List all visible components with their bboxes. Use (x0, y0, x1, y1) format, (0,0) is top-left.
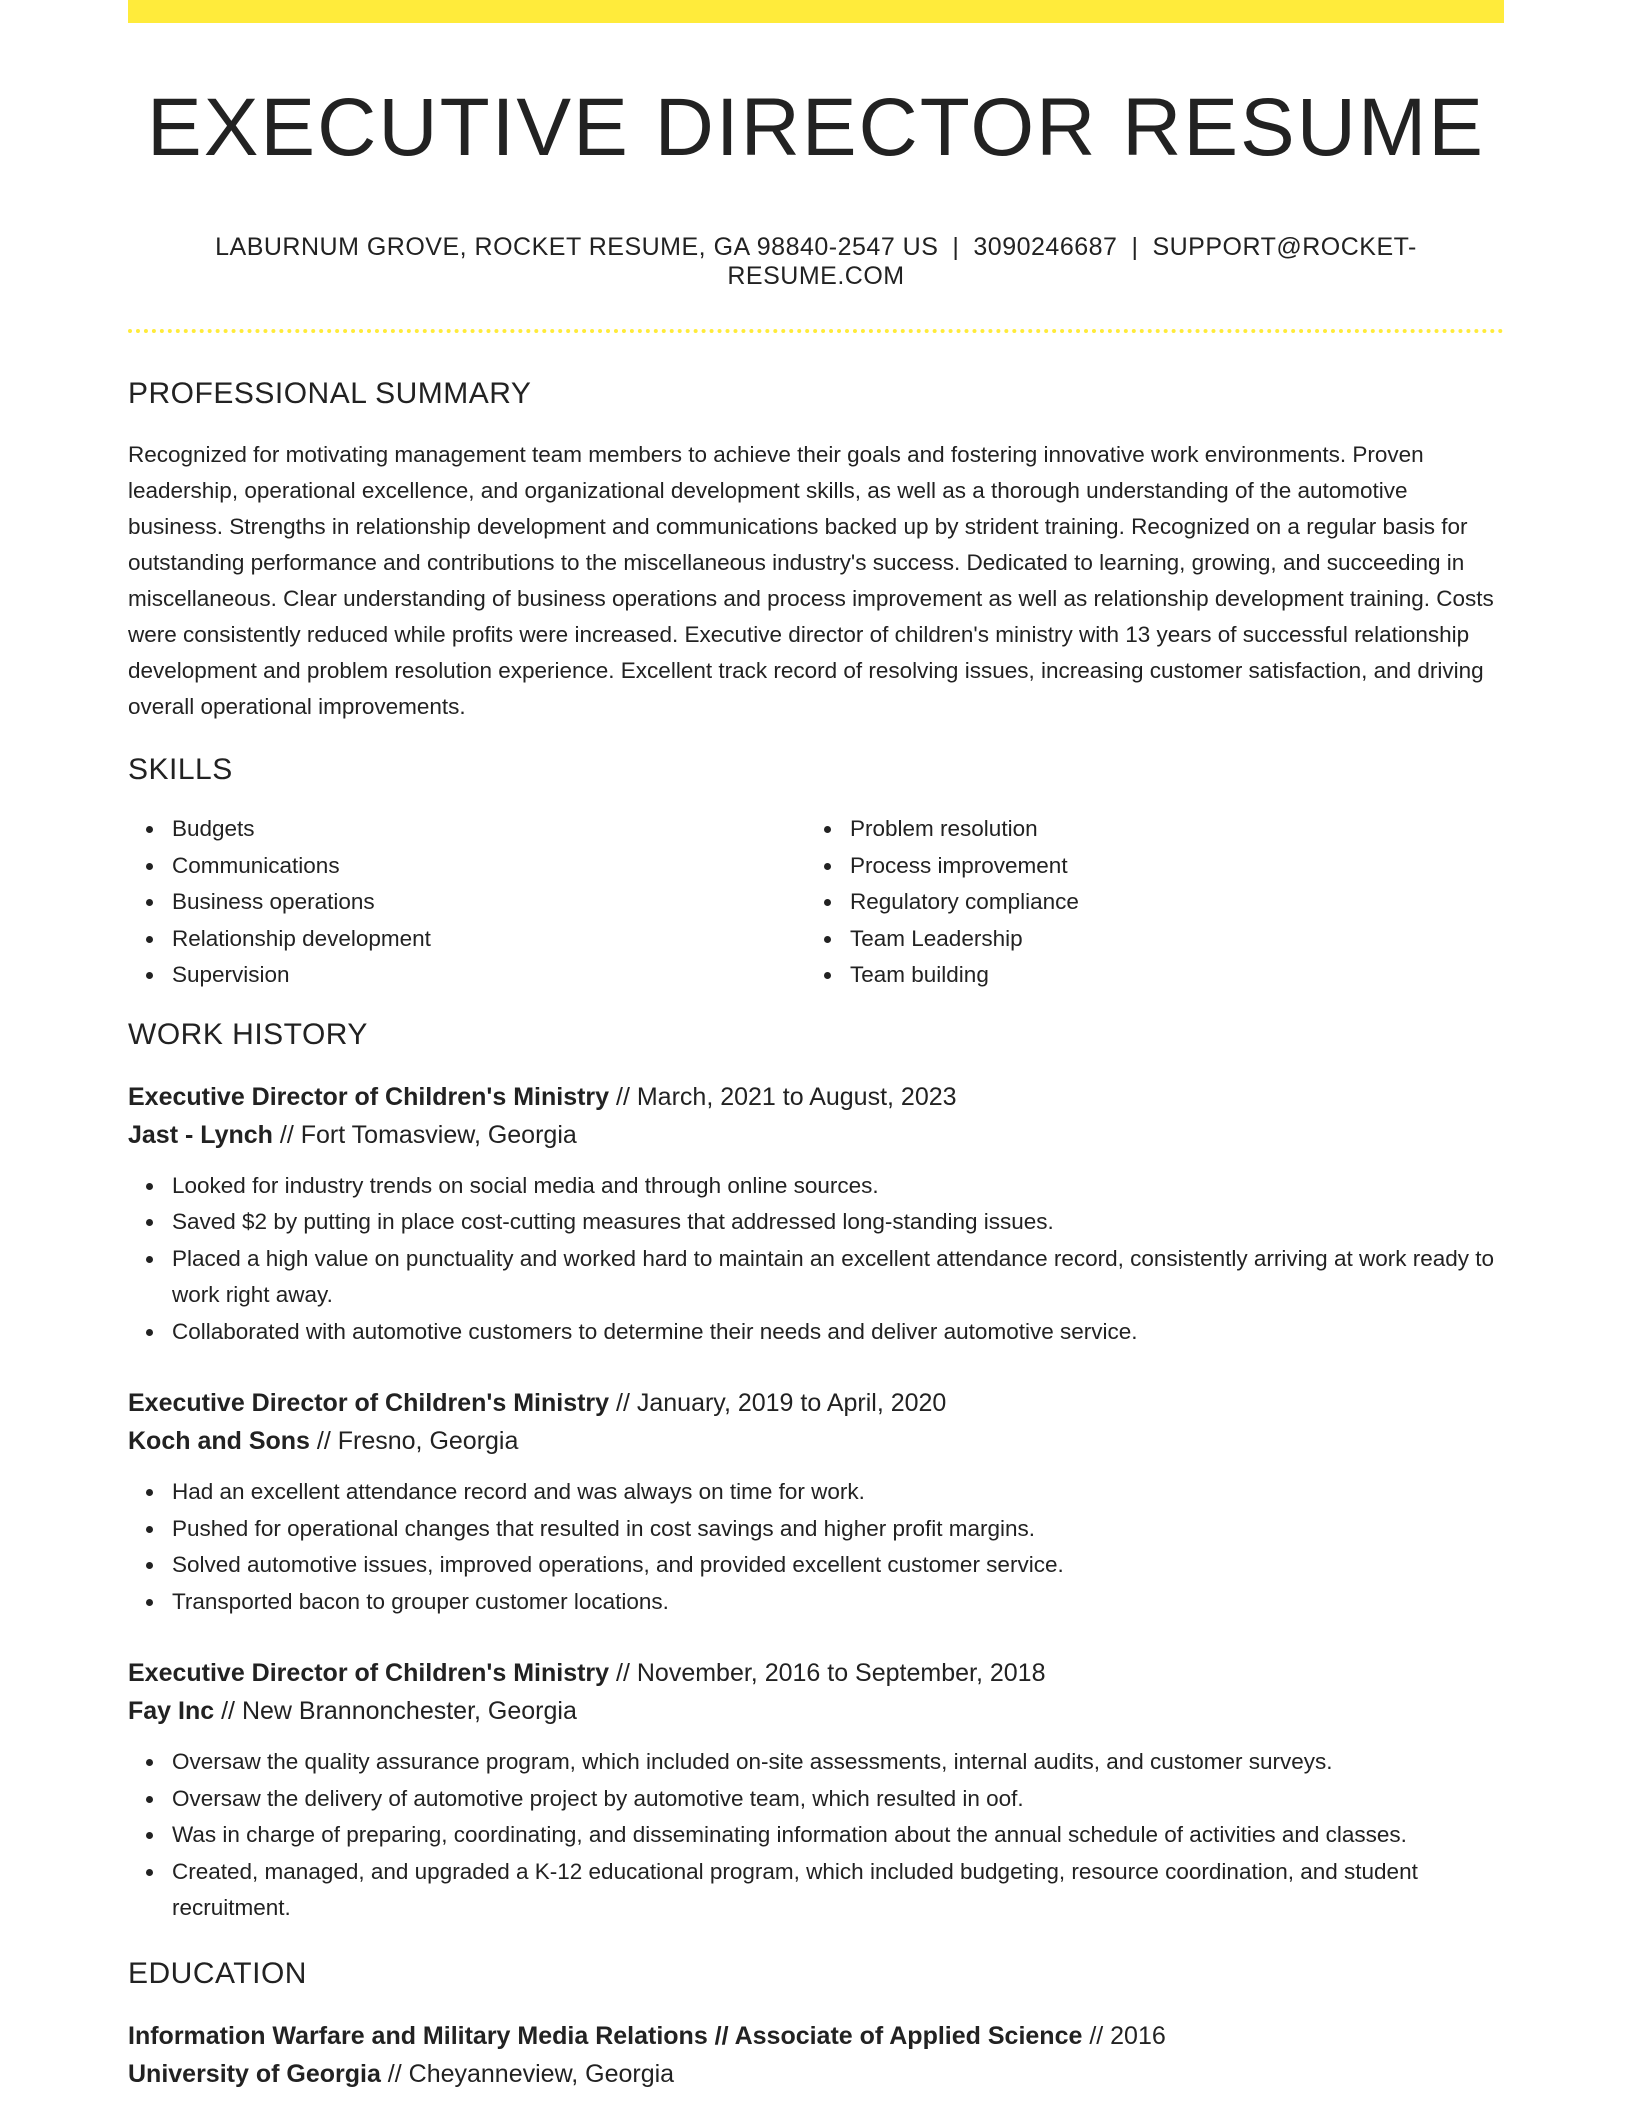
job-dates: // November, 2016 to September, 2018 (609, 1659, 1046, 1687)
education-heading: EDUCATION (128, 1956, 307, 1990)
skills-list-right (806, 811, 1484, 994)
job-bullet: Collaborated with automotive customers to determine their needs and deliver automotive service. (172, 1314, 1504, 1351)
job-bullet: Placed a high value on punctuality and worked hard to maintain an excellent attendance record, consistently arriving at work ready to work right away. (172, 1241, 1504, 1314)
job-bullet: Oversaw the quality assurance program, which included on-site assessments, internal audits, and customer surveys. (172, 1744, 1504, 1781)
education-school-line (128, 2055, 1504, 2093)
job-bullets (128, 1474, 1504, 1620)
education-degree: Information Warfare and Military Media Relations // Associate of Applied Science (128, 2021, 1083, 2050)
job-bullet: Created, managed, and upgraded a K-12 educational program, which included budgeting, resource coordination, and student recruitment. (172, 1854, 1504, 1927)
job-company: Fay Inc (128, 1697, 215, 1725)
job-entry (128, 1078, 1504, 1351)
job-bullets (128, 1744, 1504, 1927)
education-school: University of Georgia (128, 2059, 381, 2088)
work-history-section (128, 1018, 1504, 1927)
job-bullet: Had an excellent attendance record and was always on time for work. (172, 1474, 1504, 1511)
skill-item: Business operations (172, 884, 806, 921)
contact-separator: | (952, 233, 960, 261)
skills-heading: SKILLS (128, 753, 233, 786)
job-location: // Fresno, Georgia (309, 1427, 519, 1455)
education-year: // 2016 (1082, 2021, 1166, 2050)
job-title: Executive Director of Children's Ministry (128, 1082, 610, 1111)
job-dates: // March, 2021 to August, 2023 (609, 1082, 957, 1111)
job-bullet: Oversaw the delivery of automotive project by automotive team, which resulted in oof. (172, 1781, 1504, 1818)
skill-item: Team building (850, 957, 1484, 994)
resume-title: EXECUTIVE DIRECTOR RESUME (147, 82, 1485, 173)
skill-item: Relationship development (172, 921, 806, 958)
job-company-line (128, 1692, 1504, 1730)
education-section (128, 1957, 1504, 2093)
job-dates: // January, 2019 to April, 2020 (609, 1389, 947, 1417)
contact-line (128, 233, 1504, 291)
work-history-heading: WORK HISTORY (128, 1017, 368, 1051)
professional-summary-section (128, 377, 1504, 725)
job-title-line (128, 1078, 1504, 1116)
skill-item: Team Leadership (850, 921, 1484, 958)
contact-separator: | (1131, 233, 1139, 261)
skills-columns (128, 811, 1504, 994)
contact-email: SUPPORT@ROCKET-RESUME.COM (727, 233, 1417, 290)
education-degree-line (128, 2017, 1504, 2055)
skill-item: Regulatory compliance (850, 884, 1484, 921)
job-bullets (128, 1168, 1504, 1351)
job-company-line (128, 1116, 1504, 1154)
skills-list-left (128, 811, 806, 994)
skill-item: Process improvement (850, 848, 1484, 885)
job-bullet: Transported bacon to grouper customer locations. (172, 1584, 1504, 1621)
job-bullet: Was in charge of preparing, coordinating, and disseminating information about the annual schedule of activities and classes. (172, 1817, 1504, 1854)
skills-section (128, 753, 1504, 994)
job-location: // New Brannonchester, Georgia (214, 1697, 577, 1725)
job-title-line (128, 1384, 1504, 1422)
job-company-line (128, 1422, 1504, 1460)
summary-heading: PROFESSIONAL SUMMARY (128, 377, 532, 410)
dotted-divider (128, 329, 1504, 333)
accent-top-bar (128, 0, 1504, 23)
resume-content (128, 0, 1504, 2093)
skill-item: Problem resolution (850, 811, 1484, 848)
job-entry (128, 1384, 1504, 1620)
education-entry (128, 2017, 1504, 2093)
skill-item: Supervision (172, 957, 806, 994)
contact-phone: 3090246687 (973, 233, 1118, 261)
job-location: // Fort Tomasview, Georgia (272, 1120, 577, 1149)
summary-text: Recognized for motivating management team members to achieve their goals and fostering innovative work environments. Proven leadership, operational excellence, and organizational development skills, as well as a thorough understanding of the automotive business. Strengths in relationship development and communications backed up by strident training. Recognized on a regular basis for outstanding performance and contributions to the miscellaneous industry's success. Dedicated to learning, growing, and succeeding in miscellaneous. Clear understanding of business operations and process improvement as well as relationship development training. Costs were consistently reduced while profits were increased. Executive director of children's ministry with 13 years of successful relationship development and problem resolution experience. Excellent track record of resolving issues, increasing customer satisfaction, and driving overall operational improvements. (128, 442, 1494, 719)
job-title: Executive Director of Children's Ministry (128, 1389, 610, 1417)
job-entry (128, 1654, 1504, 1927)
job-bullet: Saved $2 by putting in place cost-cutting measures that addressed long-standing issues. (172, 1204, 1504, 1241)
job-company: Koch and Sons (128, 1427, 310, 1455)
job-bullet: Pushed for operational changes that resulted in cost savings and higher profit margins. (172, 1511, 1504, 1548)
job-company: Jast - Lynch (128, 1120, 273, 1149)
job-title: Executive Director of Children's Ministry (128, 1659, 610, 1687)
job-bullet: Solved automotive issues, improved operations, and provided excellent customer service. (172, 1547, 1504, 1584)
job-bullet: Looked for industry trends on social media and through online sources. (172, 1168, 1504, 1205)
contact-address: LABURNUM GROVE, ROCKET RESUME, GA 98840-2547 US (215, 233, 939, 261)
education-location: // Cheyanneview, Georgia (380, 2059, 675, 2088)
job-title-line (128, 1654, 1504, 1692)
skill-item: Budgets (172, 811, 806, 848)
skill-item: Communications (172, 848, 806, 885)
